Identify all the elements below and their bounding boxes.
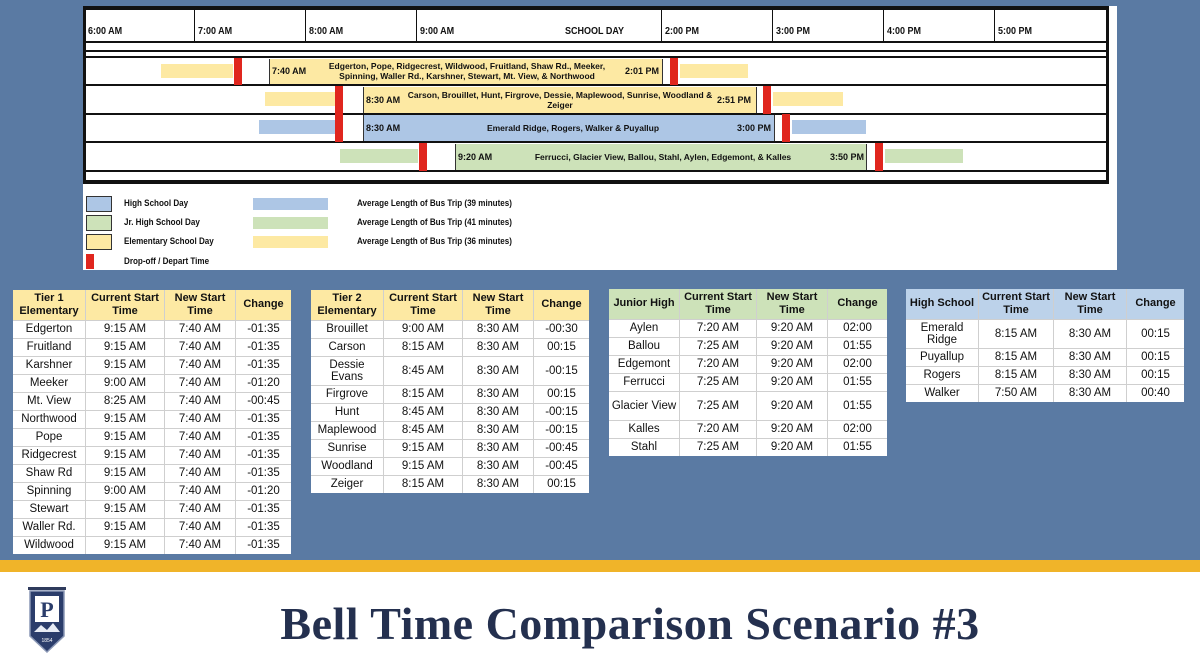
school-name-cell: Fruitland: [13, 338, 86, 356]
column-header: Junior High: [609, 289, 680, 319]
current-start-cell: 9:00 AM: [384, 320, 463, 338]
current-start-cell: 8:45 AM: [384, 403, 463, 421]
column-header: Current Start Time: [86, 290, 165, 320]
change-cell: -01:35: [236, 464, 292, 482]
current-start-cell: 7:20 AM: [680, 355, 757, 373]
current-start-cell: 8:15 AM: [979, 319, 1054, 348]
change-cell: 00:15: [534, 475, 590, 493]
school-name-cell: Kalles: [609, 420, 680, 438]
row-schools: Ferrucci, Glacier View, Ballou, Stahl, Aylen, Edgemont, & Kalles: [534, 152, 792, 162]
current-start-cell: 9:15 AM: [86, 518, 165, 536]
legend-trip-swatch: [253, 198, 328, 210]
start-time: 8:30 AM: [366, 123, 401, 133]
new-start-cell: 8:30 AM: [463, 338, 534, 356]
start-time: 7:40 AM: [272, 66, 307, 76]
new-start-cell: 9:20 AM: [757, 319, 828, 337]
school-name-cell: Ferrucci: [609, 373, 680, 391]
table-row: [13, 410, 291, 428]
new-start-cell: 9:20 AM: [757, 420, 828, 438]
depart-marker: [782, 114, 790, 142]
school-name-cell: Walker: [906, 384, 979, 402]
current-start-cell: 8:45 AM: [384, 421, 463, 439]
current-start-cell: 9:00 AM: [86, 482, 165, 500]
current-start-cell: 9:15 AM: [86, 356, 165, 374]
change-cell: -01:35: [236, 500, 292, 518]
legend-label: Average Length of Bus Trip (36 minutes): [357, 236, 512, 247]
current-start-cell: 8:45 AM: [384, 356, 463, 385]
table-row: [906, 319, 1184, 348]
change-cell: -01:35: [236, 320, 292, 338]
bus-trip-bar: [773, 92, 843, 106]
change-cell: 01:55: [828, 391, 888, 420]
bus-trip-bar: [885, 149, 963, 163]
new-start-cell: 8:30 AM: [463, 320, 534, 338]
change-cell: -00:15: [534, 421, 590, 439]
accent-bar: [0, 560, 1200, 572]
school-name-cell: Emerald Ridge: [906, 319, 979, 348]
change-cell: 00:15: [534, 338, 590, 356]
hour-label: 8:00 AM: [309, 26, 344, 37]
row-schools: Emerald Ridge, Rogers, Walker & Puyallup: [486, 123, 660, 133]
current-start-cell: 7:25 AM: [680, 373, 757, 391]
change-cell: 00:15: [534, 385, 590, 403]
new-start-cell: 7:40 AM: [165, 410, 236, 428]
school-name-cell: Waller Rd.: [13, 518, 86, 536]
school-name-cell: Meeker: [13, 374, 86, 392]
change-cell: 00:15: [1127, 348, 1185, 366]
drop-off-marker: [335, 114, 343, 142]
table-row: [311, 475, 589, 493]
legend-trip-swatch: [253, 236, 328, 248]
bus-trip-bar: [161, 64, 233, 78]
column-header: High School: [906, 289, 979, 319]
legend-label: Average Length of Bus Trip (41 minutes): [357, 217, 512, 228]
school-name-cell: Stewart: [13, 500, 86, 518]
table-row: [13, 320, 291, 338]
column-header: Change: [1127, 289, 1185, 319]
school-name-cell: Pope: [13, 428, 86, 446]
page-title: Bell Time Comparison Scenario #3: [280, 598, 980, 649]
new-start-cell: 8:30 AM: [1054, 348, 1127, 366]
change-cell: -01:35: [236, 410, 292, 428]
school-name-cell: Ridgecrest: [13, 446, 86, 464]
table-row: [906, 384, 1184, 402]
hour-label: 7:00 AM: [198, 26, 233, 37]
current-start-cell: 8:25 AM: [86, 392, 165, 410]
depart-marker: [670, 58, 678, 85]
change-cell: 01:55: [828, 337, 888, 355]
change-cell: -00:30: [534, 320, 590, 338]
school-name-cell: Hunt: [311, 403, 384, 421]
table-row: [13, 482, 291, 500]
change-cell: -01:20: [236, 374, 292, 392]
table-row: [13, 356, 291, 374]
district-logo: [22, 586, 72, 656]
change-cell: -01:35: [236, 518, 292, 536]
table-row: [311, 356, 589, 385]
row-schools: Carson, Brouillet, Hunt, Firgrove, Dessie, Maplewood, Sunrise, Woodland & Zeiger: [407, 90, 713, 110]
current-start-cell: 9:15 AM: [86, 446, 165, 464]
end-time: 3:50 PM: [830, 152, 865, 162]
depart-marker: [763, 86, 771, 114]
column-header: New Start Time: [463, 290, 534, 320]
school-name-cell: Edgerton: [13, 320, 86, 338]
school-name-cell: Ballou: [609, 337, 680, 355]
table-row: [609, 391, 887, 420]
school-name-cell: Stahl: [609, 438, 680, 456]
legend-label: Drop-off / Depart Time: [124, 256, 210, 267]
new-start-cell: 8:30 AM: [463, 403, 534, 421]
current-start-cell: 7:25 AM: [680, 438, 757, 456]
change-cell: 00:40: [1127, 384, 1185, 402]
current-start-cell: 9:15 AM: [384, 457, 463, 475]
legend-swatch-high: [86, 196, 112, 212]
table-row: [906, 366, 1184, 384]
new-start-cell: 8:30 AM: [463, 385, 534, 403]
table-row: [609, 319, 887, 337]
column-header: Tier 1 Elementary: [13, 290, 86, 320]
hour-label: 6:00 AM: [88, 26, 123, 37]
change-cell: -00:15: [534, 356, 590, 385]
bus-trip-bar: [265, 92, 335, 106]
school-name-cell: Dessie Evans: [311, 356, 384, 385]
table-row: [13, 464, 291, 482]
school-name-cell: Carson: [311, 338, 384, 356]
column-header: Current Start Time: [979, 289, 1054, 319]
new-start-cell: 8:30 AM: [1054, 319, 1127, 348]
new-start-cell: 9:20 AM: [757, 337, 828, 355]
new-start-cell: 7:40 AM: [165, 374, 236, 392]
column-header: Change: [534, 290, 590, 320]
legend-label: Elementary School Day: [124, 236, 214, 247]
change-cell: -01:35: [236, 428, 292, 446]
row-schools: Edgerton, Pope, Ridgecrest, Wildwood, Fruitland, Shaw Rd., Meeker, Spinning, Waller Rd., Karshner, Stewart, Mt. View, & Northwood: [328, 61, 606, 81]
school-name-cell: Northwood: [13, 410, 86, 428]
column-header: Current Start Time: [384, 290, 463, 320]
table-row: [311, 403, 589, 421]
table-row: [311, 385, 589, 403]
current-start-cell: 7:25 AM: [680, 337, 757, 355]
table-row: [609, 355, 887, 373]
change-cell: 00:15: [1127, 319, 1185, 348]
depart-marker: [875, 143, 883, 171]
column-header: Tier 2 Elementary: [311, 290, 384, 320]
change-cell: -00:45: [236, 392, 292, 410]
change-cell: -00:15: [534, 403, 590, 421]
change-cell: -00:45: [534, 439, 590, 457]
table-row: [13, 536, 291, 554]
change-cell: -01:35: [236, 536, 292, 554]
legend-label: High School Day: [124, 198, 189, 209]
column-header: Change: [236, 290, 292, 320]
school-name-cell: Wildwood: [13, 536, 86, 554]
hour-label: 2:00 PM: [665, 26, 700, 37]
table-row: [13, 392, 291, 410]
school-name-cell: Rogers: [906, 366, 979, 384]
bus-trip-bar: [680, 64, 748, 78]
current-start-cell: 7:25 AM: [680, 391, 757, 420]
school-name-cell: Karshner: [13, 356, 86, 374]
table-row: [13, 500, 291, 518]
hour-label: 3:00 PM: [776, 26, 811, 37]
new-start-cell: 8:30 AM: [463, 439, 534, 457]
current-start-cell: 7:20 AM: [680, 319, 757, 337]
drop-off-marker: [335, 86, 343, 114]
table-row: [609, 420, 887, 438]
table-row: [609, 438, 887, 456]
school-name-cell: Firgrove: [311, 385, 384, 403]
change-cell: -01:20: [236, 482, 292, 500]
table-row: [609, 337, 887, 355]
school-name-cell: Aylen: [609, 319, 680, 337]
school-name-cell: Edgemont: [609, 355, 680, 373]
new-start-cell: 7:40 AM: [165, 482, 236, 500]
table-row: [13, 446, 291, 464]
current-start-cell: 8:15 AM: [384, 338, 463, 356]
new-start-cell: 7:40 AM: [165, 536, 236, 554]
new-start-cell: 8:30 AM: [1054, 384, 1127, 402]
bus-trip-bar: [259, 120, 335, 134]
new-start-cell: 7:40 AM: [165, 392, 236, 410]
legend-swatch-drop-off: [86, 254, 94, 269]
table-row: [311, 421, 589, 439]
column-header: Change: [828, 289, 888, 319]
timeline-grid: [83, 6, 1113, 184]
new-start-cell: 9:20 AM: [757, 391, 828, 420]
drop-off-marker: [234, 58, 242, 85]
legend-label: Average Length of Bus Trip (39 minutes): [357, 198, 512, 209]
table-row: [311, 457, 589, 475]
bus-trip-bar: [340, 149, 418, 163]
end-time: 2:01 PM: [625, 66, 660, 76]
school-name-cell: Mt. View: [13, 392, 86, 410]
current-start-cell: 9:00 AM: [86, 374, 165, 392]
school-name-cell: Puyallup: [906, 348, 979, 366]
new-start-cell: 8:30 AM: [463, 457, 534, 475]
table-row: [13, 374, 291, 392]
new-start-cell: 7:40 AM: [165, 338, 236, 356]
new-start-cell: 7:40 AM: [165, 356, 236, 374]
table-row: [13, 338, 291, 356]
current-start-cell: 9:15 AM: [86, 320, 165, 338]
current-start-cell: 9:15 AM: [86, 536, 165, 554]
column-header: Current Start Time: [680, 289, 757, 319]
end-time: 3:00 PM: [737, 123, 772, 133]
change-cell: 01:55: [828, 438, 888, 456]
table-row: [13, 518, 291, 536]
current-start-cell: 9:15 AM: [86, 338, 165, 356]
school-name-cell: Glacier View: [609, 391, 680, 420]
new-start-cell: 9:20 AM: [757, 373, 828, 391]
start-time: 8:30 AM: [366, 95, 401, 105]
current-start-cell: 9:15 AM: [384, 439, 463, 457]
change-cell: -01:35: [236, 338, 292, 356]
current-start-cell: 7:20 AM: [680, 420, 757, 438]
school-day-label: SCHOOL DAY: [565, 26, 625, 37]
table-row: [13, 428, 291, 446]
school-name-cell: Woodland: [311, 457, 384, 475]
new-start-cell: 8:30 AM: [463, 356, 534, 385]
legend-swatch-elementary: [86, 234, 112, 250]
school-name-cell: Shaw Rd: [13, 464, 86, 482]
change-cell: 00:15: [1127, 366, 1185, 384]
school-name-cell: Spinning: [13, 482, 86, 500]
column-header: New Start Time: [1054, 289, 1127, 319]
drop-off-marker: [419, 143, 427, 171]
new-start-cell: 7:40 AM: [165, 464, 236, 482]
current-start-cell: 9:15 AM: [86, 428, 165, 446]
new-start-cell: 9:20 AM: [757, 438, 828, 456]
table-row: [311, 439, 589, 457]
table-row: [311, 338, 589, 356]
end-time: 2:51 PM: [717, 95, 752, 105]
column-header: New Start Time: [757, 289, 828, 319]
new-start-cell: 7:40 AM: [165, 428, 236, 446]
bell-schedule-timeline: [83, 6, 1117, 270]
column-header: New Start Time: [165, 290, 236, 320]
change-cell: -01:35: [236, 356, 292, 374]
hour-label: 5:00 PM: [998, 26, 1033, 37]
change-cell: 02:00: [828, 355, 888, 373]
new-start-cell: 7:40 AM: [165, 500, 236, 518]
school-name-cell: Maplewood: [311, 421, 384, 439]
new-start-cell: 8:30 AM: [1054, 366, 1127, 384]
change-cell: 01:55: [828, 373, 888, 391]
table-row: [311, 320, 589, 338]
change-cell: 02:00: [828, 420, 888, 438]
current-start-cell: 9:15 AM: [86, 410, 165, 428]
current-start-cell: 8:15 AM: [384, 475, 463, 493]
current-start-cell: 9:15 AM: [86, 464, 165, 482]
logo-year: 1854: [41, 638, 53, 644]
start-time: 9:20 AM: [458, 152, 493, 162]
tier2-elementary-table: [311, 290, 589, 493]
school-name-cell: Sunrise: [311, 439, 384, 457]
hour-label: 9:00 AM: [420, 26, 455, 37]
current-start-cell: 8:15 AM: [979, 348, 1054, 366]
school-name-cell: Zeiger: [311, 475, 384, 493]
change-cell: -01:35: [236, 446, 292, 464]
school-name-cell: Brouillet: [311, 320, 384, 338]
table-row: [609, 373, 887, 391]
new-start-cell: 8:30 AM: [463, 475, 534, 493]
table-row: [906, 348, 1184, 366]
change-cell: 02:00: [828, 319, 888, 337]
current-start-cell: 8:15 AM: [979, 366, 1054, 384]
legend-label: Jr. High School Day: [124, 217, 200, 228]
current-start-cell: 7:50 AM: [979, 384, 1054, 402]
high-school-table: [906, 289, 1184, 402]
new-start-cell: 7:40 AM: [165, 446, 236, 464]
new-start-cell: 8:30 AM: [463, 421, 534, 439]
current-start-cell: 9:15 AM: [86, 500, 165, 518]
tier1-elementary-table: [13, 290, 291, 554]
junior-high-table: [609, 289, 887, 456]
new-start-cell: 7:40 AM: [165, 320, 236, 338]
current-start-cell: 8:15 AM: [384, 385, 463, 403]
logo-letter: P: [40, 597, 54, 622]
legend-swatch-jr-high: [86, 215, 112, 231]
legend-trip-swatch: [253, 217, 328, 229]
change-cell: -00:45: [534, 457, 590, 475]
new-start-cell: 9:20 AM: [757, 355, 828, 373]
new-start-cell: 7:40 AM: [165, 518, 236, 536]
bus-trip-bar: [792, 120, 866, 134]
hour-label: 4:00 PM: [887, 26, 922, 37]
